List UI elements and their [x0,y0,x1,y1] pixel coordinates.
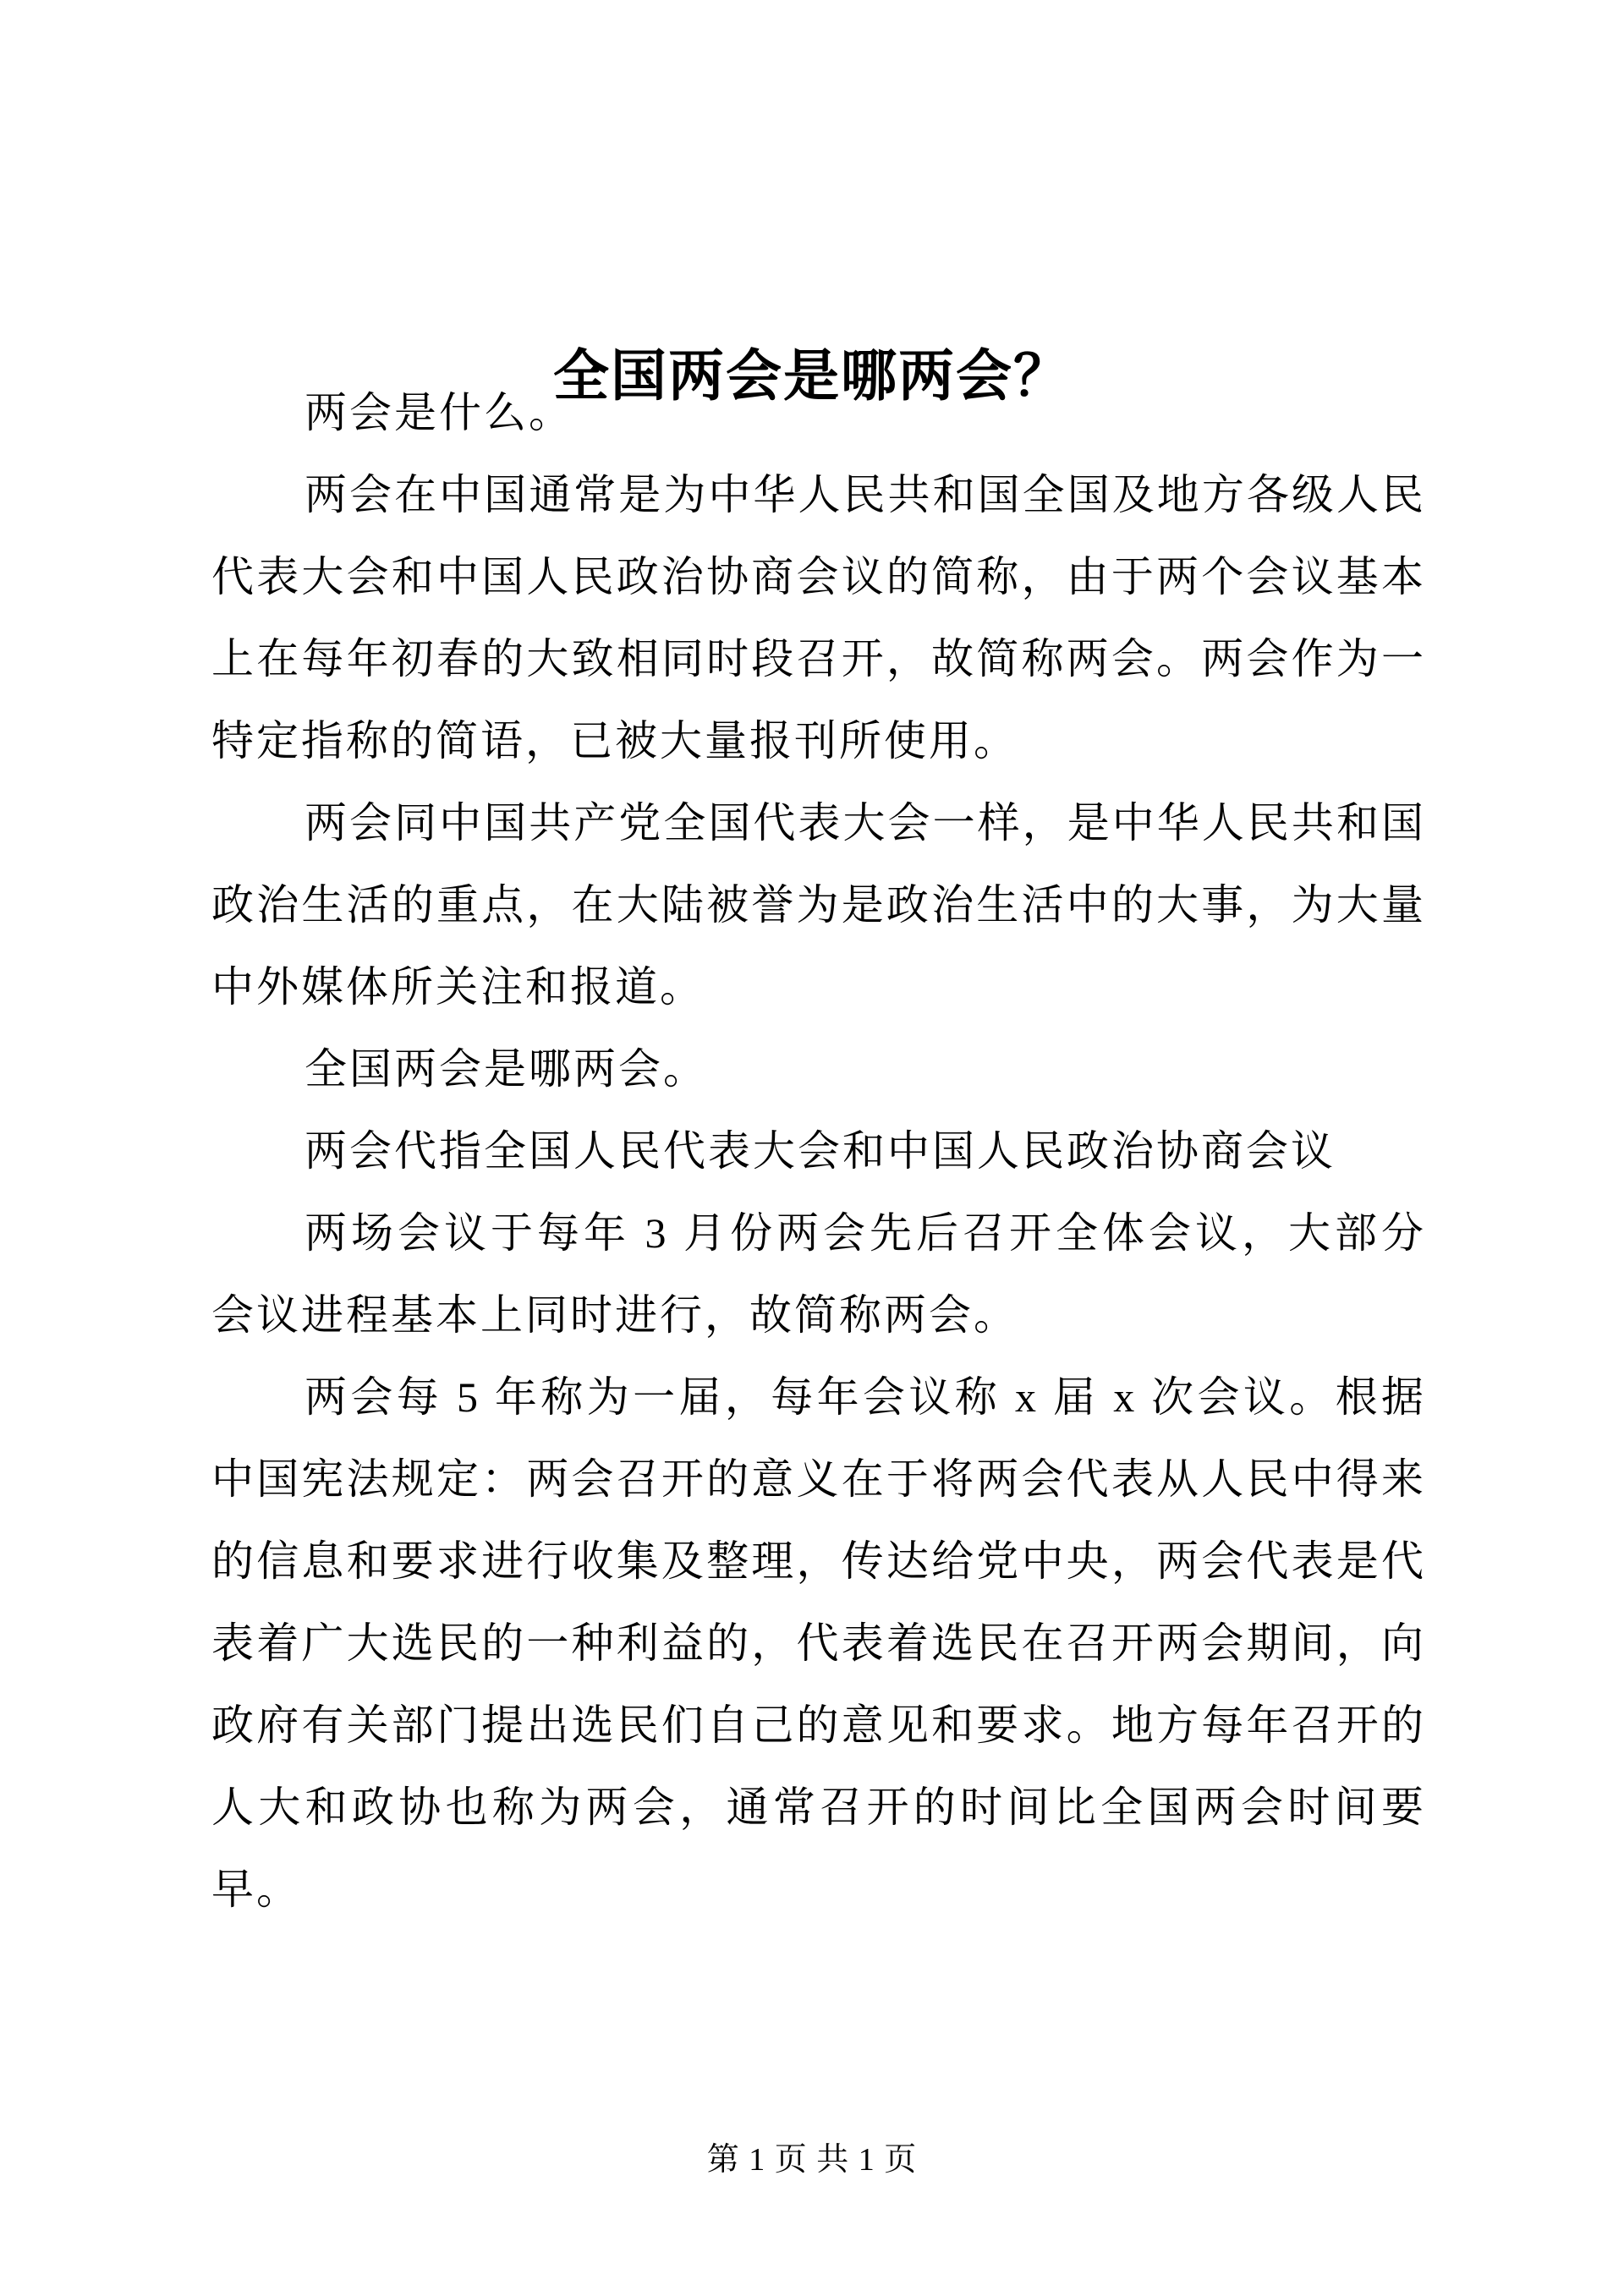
paragraph: 两会同中国共产党全国代表大会一样，是中华人民共和国政治生活的重点，在大陆被誉为是政治生活中的大事，为大量中外媒体所关注和报道。 [211,799,1426,1011]
paragraph: 两场会议于每年 3 月份两会先后召开全体会议，大部分会议进程基本上同时进行，故简称两会。 [211,1209,1426,1339]
page-footer [0,2133,1624,2179]
paragraph: 两会每 5 年称为一届，每年会议称 x 届 x 次会议。根据中国宪法规定：两会召开的意义在于将两会代表从人民中得来的信息和要求进行收集及整理，传达给党中央，两会代表是代表着广大选民的一种利益的，代表着选民在召开两会期间，向政府有关部门提出选民们自己的意见和要求。地方每年召开的人大和政协也称为两会，通常召开的时间比全国两会时间要早。 [211,1373,1426,1913]
page-number-label: 第 1 页 共 1 页 [706,2142,918,2178]
paragraph: 全国两会是哪两会。 [304,1045,708,1093]
document-body [211,372,1426,1931]
paragraph: 两会代指全国人民代表大会和中国人民政治协商会议 [304,1127,1336,1175]
document-title: 全国两会是哪两会？ [553,346,1071,408]
paragraph: 两会是什么。 [304,389,573,436]
paragraph: 两会在中国通常是为中华人民共和国全国及地方各级人民代表大会和中国人民政治协商会议的简称，由于两个会议基本上在每年初春的大致相同时段召开，故简称两会。两会作为一特定指称的简语，已被大量报刊所使用。 [211,471,1426,764]
